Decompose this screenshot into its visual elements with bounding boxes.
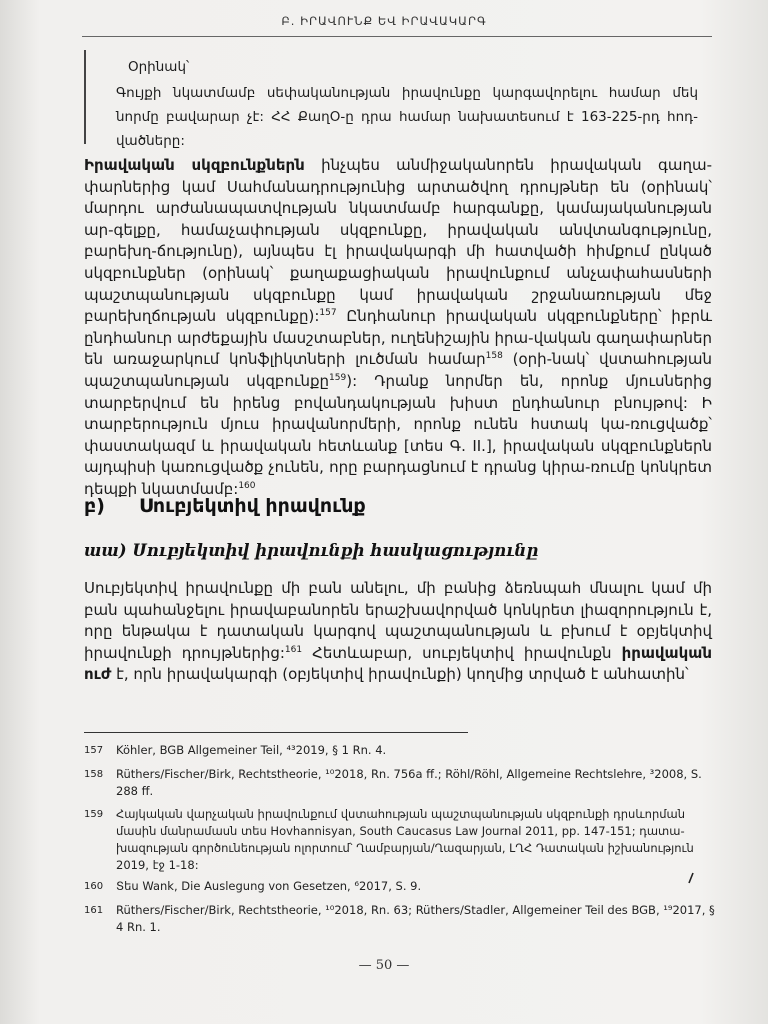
pen-mark-icon — [686, 872, 696, 884]
footnote-ref-159[interactable]: 159 — [329, 372, 347, 383]
example-box — [84, 50, 698, 149]
paragraph-subjective-right — [84, 578, 712, 686]
footnote-161 — [84, 902, 724, 936]
paragraph-text: Սուբյեկտիվ իրավունքը մի բան անելու, մի բանից ձեռնպահ մնալու կամ մի բան պահանջելու իրավաբանորեն երաշխավորված կոնկրետ լիազորություն է, որը ենթակա է դատական կարգով պաշտպանության և բխում է օբյեկտիվ իրավունքի դրույթներից: — [84, 579, 712, 662]
footnote-ref-157[interactable]: 157 — [319, 308, 337, 319]
footnote-separator — [84, 732, 468, 733]
footnote-158 — [84, 766, 724, 800]
paragraph-text: է, որն իրավակարգի (օբյեկտիվ իրավունքի) կողմից տրված է անհատին՝ — [111, 665, 689, 684]
footnote-text: Köhler, BGB Allgemeiner Teil, ⁴³2019, § 1 Rn. 4. — [116, 743, 387, 757]
paragraph-lead-term: Իրավական սկզբունքներն — [84, 156, 305, 174]
footnote-160 — [84, 878, 724, 895]
paragraph-text: ): Դրանք նորմեր են, որոնք մյուսներից տարբերվում են իրենց բովանդակության խիստ ընդհանուր բնույթով: Ի տարբերություն մյուս իրավանորմերի, որոնք ունեն հստակ կա-ռուցվածք՝ փաստակազմ և իրավական հետևանք [տես Գ. II.], իրավական սկզբունքներն այդպիսի կառուցվածք չունեն, որը բարդացնում է դրանց կիրա-ռումը կոնկրետ դեպքի նկատմամբ: — [84, 371, 712, 498]
subsection-heading: աա) Սուբյեկտիվ իրավունքի հասկացությունը — [84, 541, 539, 560]
paragraph-text: Հետևաբար, սուբյեկտիվ իրավունքն — [302, 643, 622, 662]
footnote-number: 159 — [84, 809, 104, 820]
footnote-ref-161[interactable]: 161 — [284, 644, 303, 655]
header-rule — [82, 36, 712, 37]
footnote-text: Հայկական վարչական իրավունքում վստահության պաշտպանության սկզբունքի դրսևորման մասին մանրամասն տես Hovhannisyan, South Caucasus Law Journal 2011, pp. 147-151; դատա-խազության գործունեության ոլորտում՝ Ղամբարյան/Ղազարյան, ԼՂՀ Դատական իշխանություն 2019, էջ 1-18: — [116, 807, 694, 872]
footnote-number: 160 — [84, 881, 104, 892]
footnote-ref-158[interactable]: 158 — [485, 351, 503, 362]
footnote-text: Տես Wank, Die Auslegung von Gesetzen, ⁶2017, S. 9. — [116, 879, 422, 893]
footnote-ref-160[interactable]: 160 — [238, 480, 256, 491]
section-title: Սուբյեկտիվ իրավունք — [139, 495, 366, 517]
paragraph-text: Ընդհանուր իրավական սկզբունքները՝ իբրև ընդհանուր արժեքային մասշտաբներ, ուղենիշային իրա-վական գաղափարներ են առաջարկում կոնֆլիկտների լուծման համար — [84, 307, 712, 369]
footnote-159 — [84, 806, 724, 874]
section-number: բ) — [84, 495, 105, 517]
paragraph-legal-principles — [84, 155, 712, 501]
paragraph-text: (օրի-նակ՝ վստահության պաշտպանության սկզբունքը — [84, 350, 712, 390]
example-text: Գույքի նկատմամբ սեփականության իրավունքը կարգավորելու համար մեկ նորմը բավարար չէ: ՀՀ ՔաղՕ-ը դրա համար նախատեսում է 163-225-րդ հոդ-վածները: — [116, 85, 698, 149]
footnote-text: Rüthers/Fischer/Birk, Rechtstheorie, ¹⁰2018, Rn. 63; Rüthers/Stadler, Allgemeiner Teil des BGB, ¹⁹2017, § 4 Rn. 1. — [116, 903, 715, 934]
paragraph-text: ինչպես անմիջականորեն իրավական գաղա-փարներից կամ Սահմանադրությունից արտածվող դրույթներ են (օրինակ՝ մարդու արժանապատվության նկատմամբ հարգանքը, կամայականության ար-գելքը, համաչափության սկզբունքը, իրավական անվտանգությունը, բարեխղ-ճությունը), այնպես էլ իրավակարգի մի հատվածի հիմքում ընկած սկզբունքներ (օրինակ՝ քաղաքացիական իրավունքում անչափահասների պաշտպանության սկզբունքը կամ իրավական շրջանառության մեջ բարեխղճության սկզբունքը): — [84, 156, 712, 326]
page-number: — 50 — — [358, 958, 410, 973]
footnote-number: 158 — [84, 769, 104, 780]
paragraph-bold-term: իրավական ուժ — [84, 643, 712, 684]
footnote-text: Rüthers/Fischer/Birk, Rechtstheorie, ¹⁰2018, Rn. 756a ff.; Röhl/Röhl, Allgemeine Rechtslehre, ³2008, S. 288 ff. — [116, 767, 702, 798]
running-head: Բ. ԻՐԱՎՈՒՆՔ ԵՎ ԻՐԱՎԱԿԱՐԳ — [281, 14, 487, 28]
footnote-number: 157 — [84, 745, 104, 756]
footnote-number: 161 — [84, 905, 104, 916]
footnote-157 — [84, 742, 724, 759]
example-title: Օրինակ՝ — [128, 59, 190, 75]
section-heading — [84, 495, 366, 517]
